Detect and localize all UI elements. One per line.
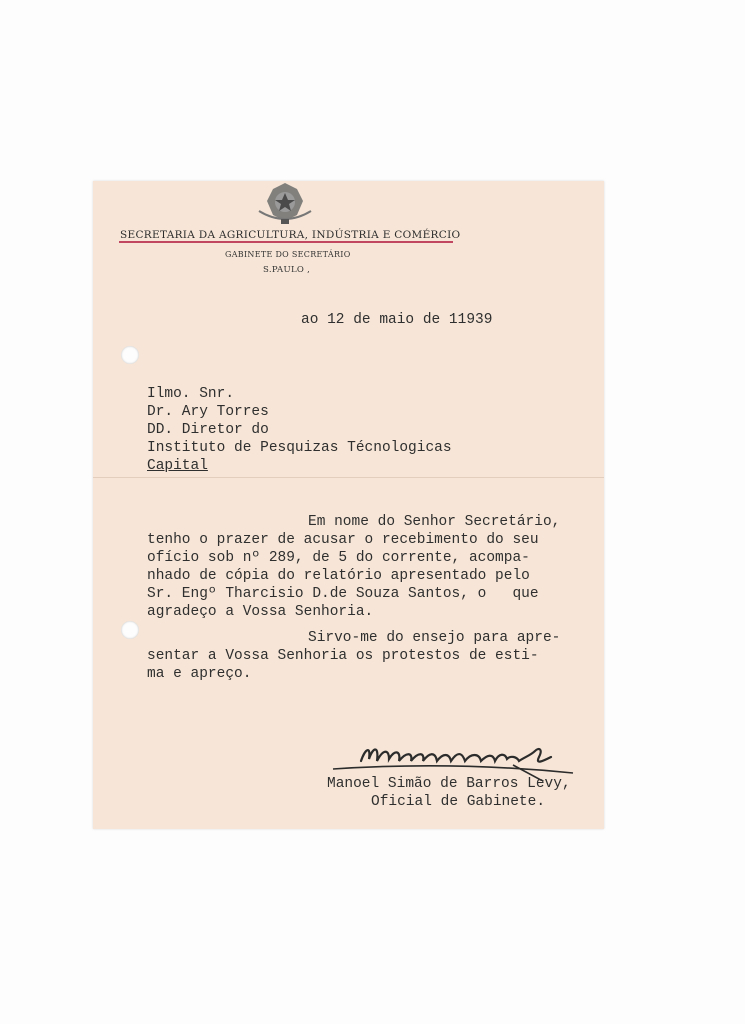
- body-p1-line-1: Em nome do Senhor Secretário,: [308, 514, 561, 530]
- punch-hole-bottom: [121, 621, 139, 639]
- letter-sheet: [93, 181, 604, 829]
- signature-name: Manoel Simão de Barros Levy,: [327, 776, 571, 792]
- punch-hole-top: [121, 346, 139, 364]
- handwritten-signature: [303, 731, 603, 781]
- letterhead-underline: [119, 241, 453, 243]
- recipient-line-2: Dr. Ary Torres: [147, 404, 269, 420]
- recipient-line-1: Ilmo. Snr.: [147, 386, 235, 402]
- recipient-line-5: Capital: [147, 458, 208, 474]
- fold-line: [93, 477, 604, 478]
- body-p1-line-5: Sr. Engº Tharcisio D.de Souza Santos, o que: [147, 586, 539, 602]
- body-p1-line-2: tenho o prazer de acusar o recebimento do seu: [147, 532, 539, 548]
- body-p1-line-6: agradeço a Vossa Senhoria.: [147, 604, 374, 620]
- letterhead-city: S.PAULO ,: [263, 265, 311, 275]
- body-p2-line-1: Sirvo-me do ensejo para apre-: [308, 630, 561, 646]
- coat-of-arms-emblem: [253, 181, 317, 225]
- body-p2-line-3: ma e apreço.: [147, 666, 252, 682]
- date-line: ao 12 de maio de 11939: [301, 312, 493, 328]
- body-p2-line-2: sentar a Vossa Senhoria os protestos de esti-: [147, 648, 539, 664]
- recipient-line-4: Instituto de Pesquizas Técnologicas: [147, 440, 452, 456]
- letterhead-department: GABINETE DO SECRETÁRIO: [225, 250, 351, 259]
- body-p1-line-4: nhado de cópia do relatório apresentado pelo: [147, 568, 530, 584]
- body-p1-line-3: ofício sob nº 289, de 5 do corrente, acompa-: [147, 550, 530, 566]
- recipient-line-3: DD. Diretor do: [147, 422, 269, 438]
- signature-title: Oficial de Gabinete.: [371, 794, 546, 810]
- letterhead-institution: SECRETARIA DA AGRICULTURA, INDÚSTRIA E COMÉRCIO: [120, 229, 461, 241]
